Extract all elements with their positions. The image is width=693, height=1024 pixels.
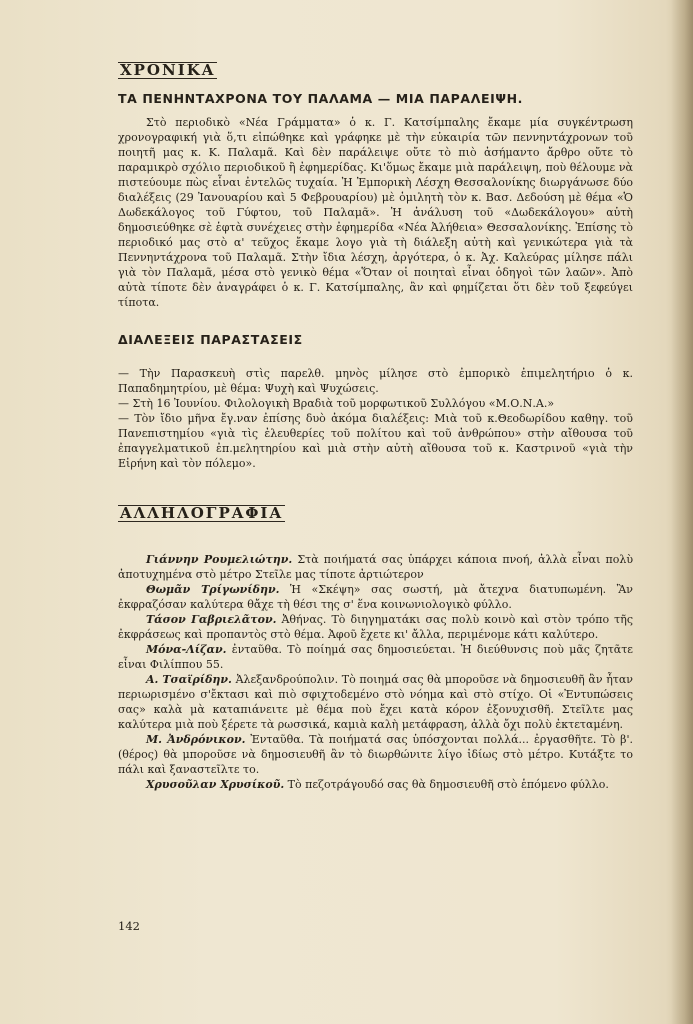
subheading-palamas: ΤΑ ΠΕΝΗΝΤΑΧΡΟΝΑ ΤΟΥ ΠΑΛΑΜΑ — ΜΙΑ ΠΑΡΑΛΕΙΨΗ. [118,91,523,106]
reply-recipient: Γιάννην Ρουμελιώτην. [146,553,293,566]
reply-text: Στὰ ποιήματά σας ὑπάρχει κάποια πνοή, ἀλλὰ εἶναι πολὺ ἀποτυχημένα στὸ μέτρο Στεῖλε μας τίποτε ἀρτιώτερον [118,553,634,581]
reply-item [118,642,633,672]
page-number: 142 [118,919,140,933]
reply-item [118,672,633,732]
reply-text: Ἀθήνας. Τὸ διηγηματάκι σας πολὺ κοινὸ καὶ στὸν τρόπο τῆς ἐκφράσεως καὶ προπαντὸς στὸ θέμα. Ἀφοῦ ἔχετε κι' ἄλλα, περιμένομε κάτι καλύτερο. [118,613,634,641]
reply-recipient: Μόνα-Λίζαν. [146,643,227,656]
reply-item [118,732,633,777]
reply-recipient: Θωμᾶν Τρίγωνίδην. [146,583,280,596]
reply-text: Ἀλεξανδρούπολιν. Τὸ ποιημά σας θὰ μποροῦσε νὰ δημοσιευθῆ ἂν ἦταν περιωρισμένο σ'ἔκτασι καὶ πιὸ σφιχτοδεμένο στὸ νόημα καὶ στὸ στίχο. Οἱ «Ἐντυπώσεις σας» καλὰ μὰ καταπιάνειτε μὲ θέμα ποὺ ἔχει κατὰ κόρον ἐξονυχισθῆ. Στεῖλτε μας καλύτερα μιὰ ποὺ ξέρετε τὰ ρωσσικά, καμιὰ καλὴ μετάφραση, ἀλλὰ ὄχι πολὺ ἐκτεταμένη. [118,673,633,731]
section-heading-correspondence: ΑΛΛΗΛΟΓΡΑΦΙΑ [120,504,284,522]
section-chronika [118,60,633,310]
reply-item [118,552,633,582]
subheading-lectures: ΔΙΑΛΕΞΕΙΣ ΠΑΡΑΣΤΑΣΕΙΣ [118,332,303,347]
paragraph-palamas: Στὸ περιοδικὸ «Νέα Γράμματα» ὁ κ. Γ. Κατσίμπαλης ἔκαμε μία συγκέντρωση χρονογραφική γιὰ ὅ,τι εἰπώθηκε καὶ γράφηκε μὲ τὴν εὐκαιρία τῶν πεννηντάχρονων τοῦ ποιητῆ μας κ. Κ. Παλαμᾶ. Καὶ δὲν παράλειψε οὔτε τὸ πιὸ ἀσήμαντο ἄρθρο οὔτε τὸ παραμικρὸ σχόλιο περιοδικοῦ ἢ ἐφημερίδας. Κι'ὅμως ἔκαμε μιὰ παράλειψη, ποὺ θέλουμε νὰ πιστεύουμε πὼς εἶναι ἐντελῶς τυχαία. Ἡ Ἐμπορικὴ Λέσχη Θεσσαλονίκης διωργάνωσε δύο διαλέξεις (29 Ἰανουαρίου καὶ 5 Φεβρουαρίου) μὲ ὁμιλητὴ τὸν κ. Βασ. Δεδούση μὲ θέμα «Ὁ Δωδεκάλογος τοῦ Γύφτου, τοῦ Παλαμᾶ». Ἡ ἀνάλυση τοῦ «Δωδεκάλογου» αὐτὴ δημοσιεύθηκε σὲ ἑφτὰ συνέχειες στὴν ἐφημερίδα «Νέα Ἀλήθεια» Θεσσαλονίκης. Ἐπίσης τὸ περιοδικό μας στὸ α' τεῦχος ἔκαμε λογο γιὰ τὴ διάλεξη αὐτὴ καὶ γενικώτερα γιὰ τὰ Πεννηντάχρονα τοῦ Παλαμᾶ. Στὴν ἴδια λέσχη, ἀργότερα, ὁ κ. Ἀχ. Καλεύρας μίλησε πάλι γιὰ τὸν Παλαμᾶ, μέσα στὸ γενικὸ θέμα «Ὅταν οἱ ποιηταὶ εἶναι ὁδηγοὶ τῶν λαῶν». Ἀπὸ αὐτὰ τίποτε δὲν ἀναγράφει ὁ κ. Γ. Κατσίμπαλης, ἂν καὶ φημίζεται ὅτι δὲν τοῦ ξεφεύγει τίποτα. [118,116,633,309]
reply-recipient: Χρυσοῦλαν Χρυσίκοῦ. [146,778,285,791]
lecture-item: — Τὸν ἴδιο μῆνα ἔγ.ναν ἐπίσης δυὸ ἀκόμα διαλέξεις: Μιὰ τοῦ κ.Θεοδωρίδου καθηγ. τοῦ Πανεπιστημίου «γιὰ τὶς ἐλευθερίες τοῦ πολίτου καὶ τοῦ ἀνθρώπου» στὴν αἴθουσα τοῦ ἐπαγγελματικοῦ ἐπ.μελητηρίου καὶ μιὰ στὴν αὐτὴ αἴθουσα τοῦ κ. Καστρινοῦ «γιὰ τὴν Εἰρήνη καὶ τὸν πόλεμο». [118,412,633,470]
section-lectures [118,332,633,471]
reply-text: Τὸ πεζοτράγουδό σας θὰ δημοσιευθῆ στὸ ἑπόμενο φύλλο. [284,778,609,791]
reply-recipient: Τάσον Γαβριελᾶτον. [146,613,277,626]
reply-item [118,612,633,642]
reply-text: ἐνταῦθα. Τὸ ποίημά σας δημοσιεύεται. Ἡ διεύθυνσις ποὺ μᾶς ζητᾶτε εἶναι Φιλίππου 55. [118,643,633,671]
section-heading-chronika: ΧΡΟΝΙΚΑ [120,61,216,79]
reply-recipient: Α. Τσαϊρίδην. [146,673,232,686]
reply-text: Ἡ «Σκέψη» σας σωστή, μὰ ἄτεχνα διατυπωμένη. Ἂν ἐκφραζόσαν καλύτερα θἄχε τὴ θέσι της σ' ἕνα κοινωνιολογικὸ φύλλο. [118,583,633,611]
reply-text: Ἐνταῦθα. Τὰ ποιήματά σας ὑπόσχονται πολλά... ἐργασθῆτε. Τὸ β'. (θέρος) θὰ μποροῦσε νὰ δημοσιευθῆ ἂν τὸ διωρθώνιτε λίγο ἰδίως στὸ μέτρο. Κυτάξτε το πάλι καὶ ξαναστεῖλτε το. [118,733,633,776]
lecture-item: — Τὴν Παρασκευὴ στὶς παρελθ. μηνὸς μίλησε στὸ ἐμπορικὸ ἐπιμελητήριο ὁ κ. Παπαδημητρίου, μὲ θέμα: Ψυχὴ καὶ Ψυχώσεις. [118,367,633,395]
section-correspondence [118,503,633,792]
reply-recipient: Μ. Ἀνδρόνικον. [146,733,246,746]
lecture-item: — Στὴ 16 Ἰουνίου. Φιλολογικὴ Βραδιὰ τοῦ μορφωτικοῦ Συλλόγου «Μ.Ο.Ν.Α.» [118,397,555,410]
reply-item [118,582,633,612]
page-edge-shadow [671,0,693,1024]
article-content [118,60,633,792]
reply-item [118,777,633,792]
